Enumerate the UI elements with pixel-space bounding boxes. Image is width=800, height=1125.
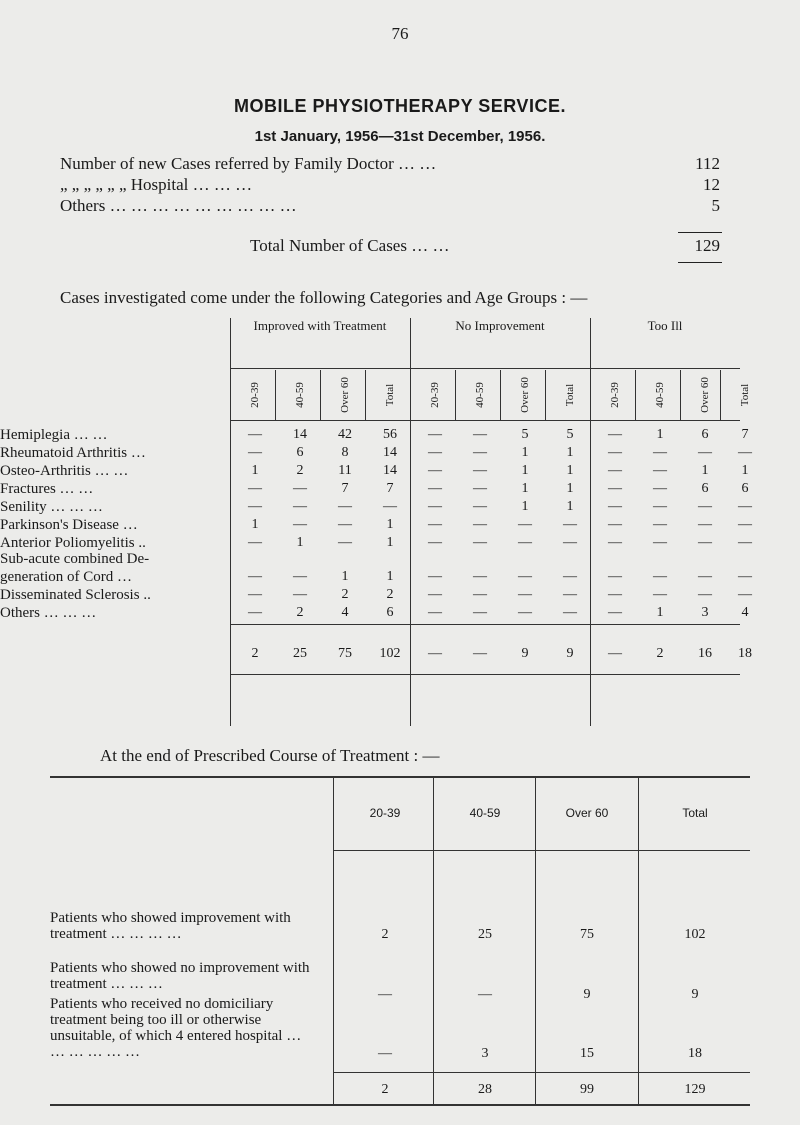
category-label: Disseminated Sclerosis .. <box>0 587 151 603</box>
end-of-course-intro: At the end of Prescribed Course of Treatment : — <box>100 746 440 765</box>
table-cell: 1 <box>296 535 304 550</box>
table-cell: — <box>473 517 487 532</box>
table-cell: 6 <box>741 481 749 496</box>
table-cell: — <box>698 587 712 602</box>
total-label: Total Number of Cases … … <box>250 236 450 255</box>
totals-rule <box>333 1072 750 1073</box>
referral-label: „ „ „ „ „ „ Hospital … … … <box>60 175 253 194</box>
subcol-divider <box>635 370 636 420</box>
table-cell: — <box>293 499 307 514</box>
age-column-header: Over 60 <box>339 377 351 413</box>
age-column-header: 40-59 <box>473 382 486 408</box>
table-cell: — <box>428 481 442 496</box>
outcome-row-label: Patients who received no domiciliary treatment being too ill or otherwise unsuitable, of which 4 entered hospital … … … … … … <box>50 996 302 1060</box>
table-cell: — <box>653 587 667 602</box>
table-cell: — <box>738 535 752 550</box>
header-rule <box>230 368 740 369</box>
table-cell: 1 <box>566 445 574 460</box>
table-cell: — <box>738 499 752 514</box>
table-cell: 42 <box>338 427 352 442</box>
table-row <box>0 481 749 497</box>
outcome-column-header: Total <box>682 806 708 820</box>
referral-value: 5 <box>711 196 720 215</box>
table-row <box>0 463 749 479</box>
outcome-cell: 102 <box>684 927 706 942</box>
table-cell: 1 <box>521 499 529 514</box>
table-cell: — <box>473 535 487 550</box>
table-cell: 5 <box>521 427 529 442</box>
table-cell: — <box>608 569 622 584</box>
table-row <box>0 499 752 515</box>
table-cell: — <box>653 569 667 584</box>
table-cell: — <box>293 587 307 602</box>
table-cell: 6 <box>701 481 709 496</box>
category-label: Fractures … … <box>0 481 94 497</box>
category-label: Sub-acute combined De- <box>0 551 150 567</box>
table-cell: — <box>473 587 487 602</box>
subcol-divider <box>275 370 276 420</box>
header-rule <box>230 420 740 421</box>
outcome-cell: 3 <box>481 1046 489 1061</box>
group-header-too-ill: Too Ill <box>647 318 683 333</box>
category-label: Osteo-Arthritis … … <box>0 463 129 479</box>
table-cell: — <box>608 587 622 602</box>
referral-value: 12 <box>703 175 720 194</box>
table-cell: — <box>738 569 752 584</box>
category-label: Others … … … <box>0 605 97 621</box>
table-cell: — <box>518 517 532 532</box>
outcome-cell: 2 <box>381 927 389 942</box>
table-cell: — <box>608 445 622 460</box>
table-cell: — <box>518 535 532 550</box>
table-cell: — <box>563 587 577 602</box>
table-cell: 1 <box>341 569 349 584</box>
table-cell: — <box>428 499 442 514</box>
table-row <box>0 587 752 603</box>
table-cell: 1 <box>251 463 259 478</box>
table-divider <box>333 776 334 1104</box>
subcol-divider <box>320 370 321 420</box>
table-cell: 4 <box>341 605 349 620</box>
group-header-improved: Improved with Treatment <box>253 318 387 333</box>
table-cell: — <box>338 517 352 532</box>
total-cell: 25 <box>293 646 307 661</box>
table-row <box>0 445 752 461</box>
page-subtitle: 1st January, 1956—31st December, 1956. <box>254 128 546 145</box>
table-row <box>0 535 752 551</box>
table-cell: — <box>473 445 487 460</box>
totals-rule <box>230 624 740 625</box>
table-cell: 14 <box>293 427 307 442</box>
table-cell: 1 <box>521 463 529 478</box>
table-cell: — <box>518 587 532 602</box>
outcome-row-label: Patients who showed improvement with treatment … … … … <box>50 910 291 942</box>
sum-rule <box>678 232 722 233</box>
age-column-header: 20-39 <box>428 382 441 408</box>
age-column-header: 40-59 <box>653 382 666 408</box>
table-cell: 2 <box>386 587 394 602</box>
table-cell: — <box>608 481 622 496</box>
total-cell: 75 <box>338 646 352 661</box>
table-cell: — <box>338 499 352 514</box>
table-cell: — <box>293 517 307 532</box>
outcome-column-header: 20-39 <box>369 806 401 820</box>
outcome-cell: 9 <box>691 987 699 1002</box>
table-cell: — <box>563 605 577 620</box>
outcome-column-header: 40-59 <box>469 806 501 820</box>
table-bottom-rule <box>50 1104 750 1106</box>
outcome-cell: 25 <box>478 927 492 942</box>
table-cell: — <box>653 445 667 460</box>
table-cell: 14 <box>383 463 397 478</box>
table-cell: 4 <box>741 605 749 620</box>
referrals-list <box>60 154 720 217</box>
table-cell: — <box>428 463 442 478</box>
subcol-divider <box>455 370 456 420</box>
table-cell: — <box>473 481 487 496</box>
table-cell: — <box>473 463 487 478</box>
group-header-no-improvement: No Improvement <box>455 318 545 333</box>
table-row <box>0 517 752 533</box>
category-label: Rheumatoid Arthritis … <box>0 445 146 461</box>
total-cell: 102 <box>379 646 401 661</box>
age-column-header: 20-39 <box>248 382 261 408</box>
table-cell: — <box>608 427 622 442</box>
table-cell: — <box>653 535 667 550</box>
table-cell: — <box>293 481 307 496</box>
table-cell: — <box>563 569 577 584</box>
age-column-header: Over 60 <box>519 377 531 413</box>
table-cell: 1 <box>386 569 394 584</box>
age-column-header: Total <box>563 383 576 407</box>
table-cell: — <box>698 517 712 532</box>
total-cell: 16 <box>698 646 712 661</box>
table-cell: — <box>653 517 667 532</box>
subcol-divider <box>365 370 366 420</box>
table-cell: — <box>248 427 262 442</box>
table-cell: — <box>563 517 577 532</box>
table-cell: 3 <box>701 605 709 620</box>
age-column-header: 40-59 <box>293 382 306 408</box>
outcome-cell: 15 <box>580 1046 594 1061</box>
table-cell: — <box>473 499 487 514</box>
table-cell: — <box>518 605 532 620</box>
table-cell: 1 <box>521 481 529 496</box>
table-cell: 6 <box>296 445 304 460</box>
age-column-header: Over 60 <box>699 377 711 413</box>
table-cell: — <box>608 535 622 550</box>
total-cell: 9 <box>566 646 574 661</box>
outcome-cell: 75 <box>580 927 594 942</box>
table-cell: 7 <box>386 481 394 496</box>
table-cell: 2 <box>341 587 349 602</box>
age-column-header: Total <box>383 383 396 407</box>
subcol-divider <box>680 370 681 420</box>
total-cell: 9 <box>521 646 529 661</box>
age-column-header: 20-39 <box>608 382 621 408</box>
table-cell: — <box>428 569 442 584</box>
table-cell: — <box>608 517 622 532</box>
table-cell: — <box>738 517 752 532</box>
table-cell: 1 <box>251 517 259 532</box>
table-cell: 7 <box>341 481 349 496</box>
table-cell: — <box>738 587 752 602</box>
table-row <box>0 427 749 443</box>
subcol-divider <box>500 370 501 420</box>
referral-label: Number of new Cases referred by Family Doctor … … <box>60 154 437 173</box>
total-cell: — <box>473 646 487 661</box>
table-cell: 1 <box>386 517 394 532</box>
table-cell: — <box>428 427 442 442</box>
table-cell: 2 <box>296 463 304 478</box>
table-cell: — <box>428 605 442 620</box>
table-cell: — <box>653 463 667 478</box>
table-cell: 1 <box>741 463 749 478</box>
table-cell: 6 <box>701 427 709 442</box>
table-cell: — <box>698 499 712 514</box>
totals-bottom-rule <box>230 674 740 675</box>
categories-intro: Cases investigated come under the following Categories and Age Groups : — <box>60 288 588 307</box>
table-divider <box>638 776 639 1104</box>
category-label: Parkinson's Disease … <box>0 517 138 533</box>
category-label: Anterior Poliomyelitis .. <box>0 535 146 551</box>
table-cell: — <box>698 535 712 550</box>
table-cell: 14 <box>383 445 397 460</box>
table-divider <box>535 776 536 1104</box>
table-cell: 5 <box>566 427 574 442</box>
table-top-rule <box>50 776 750 778</box>
table-cell: — <box>653 499 667 514</box>
table-cell: — <box>338 535 352 550</box>
table-row <box>0 605 749 621</box>
total-cell: — <box>428 646 442 661</box>
total-cell: 2 <box>251 646 259 661</box>
table-cell: 1 <box>566 463 574 478</box>
table-cell: 11 <box>338 463 352 478</box>
page-title: MOBILE PHYSIOTHERAPY SERVICE. <box>234 96 566 116</box>
outcome-cell: — <box>378 1046 392 1061</box>
table-cell: 1 <box>656 605 664 620</box>
table-cell: — <box>608 463 622 478</box>
page-number: 76 <box>391 24 409 43</box>
category-label: Hemiplegia … … <box>0 427 108 443</box>
referral-label: Others … … … … … … … … … <box>60 196 297 215</box>
table-cell: — <box>248 605 262 620</box>
table-cell: — <box>473 427 487 442</box>
table-cell: — <box>428 587 442 602</box>
table-cell: — <box>698 445 712 460</box>
referral-row <box>60 196 720 217</box>
table-cell: — <box>248 535 262 550</box>
subcol-divider <box>545 370 546 420</box>
outcome-column-header: Over 60 <box>565 806 609 820</box>
table-cell: — <box>428 535 442 550</box>
table-cell: — <box>608 605 622 620</box>
outcome-row-label: Patients who showed no improvement with treatment … … … <box>50 960 310 992</box>
outcome-total-cell: 2 <box>381 1082 389 1097</box>
table-cell: 1 <box>566 499 574 514</box>
table-cell: — <box>248 445 262 460</box>
outcome-total-cell: 28 <box>478 1082 492 1097</box>
table-cell: 1 <box>566 481 574 496</box>
outcome-total-cell: 99 <box>580 1082 594 1097</box>
table-cell: — <box>428 445 442 460</box>
table-cell: 6 <box>386 605 394 620</box>
age-column-header: Total <box>738 383 751 407</box>
total-cell: — <box>608 646 622 661</box>
table-cell: — <box>293 569 307 584</box>
table-cell: — <box>608 499 622 514</box>
table-cell: — <box>518 569 532 584</box>
outcome-total-cell: 129 <box>684 1082 706 1097</box>
outcome-cell: 9 <box>583 987 591 1002</box>
table-cell: — <box>248 569 262 584</box>
table-cell: 1 <box>521 445 529 460</box>
table-cell: — <box>563 535 577 550</box>
total-value: 129 <box>694 236 720 255</box>
table-cell: 1 <box>701 463 709 478</box>
table-cell: 1 <box>656 427 664 442</box>
table-cell: 7 <box>741 427 749 442</box>
table-cell: 8 <box>341 445 349 460</box>
table-cell: — <box>248 587 262 602</box>
referral-row <box>60 154 720 175</box>
outcome-cell: 18 <box>688 1046 702 1061</box>
referral-value: 112 <box>695 154 720 173</box>
outcome-cell: — <box>378 987 392 1002</box>
table-cell: — <box>698 569 712 584</box>
outcome-cell: — <box>478 987 492 1002</box>
table-cell: 56 <box>383 427 397 442</box>
table-cell: 1 <box>386 535 394 550</box>
header-rule <box>333 850 750 851</box>
table-cell: — <box>248 481 262 496</box>
total-rule <box>678 262 722 263</box>
table-cell: — <box>383 499 397 514</box>
table-cell: — <box>473 605 487 620</box>
table-row <box>0 551 740 567</box>
table-cell: — <box>248 499 262 514</box>
table-cell: — <box>653 481 667 496</box>
table-cell: — <box>738 445 752 460</box>
table-cell: 2 <box>296 605 304 620</box>
total-cell: 2 <box>656 646 664 661</box>
table-cell: — <box>473 569 487 584</box>
subcol-divider <box>720 370 721 420</box>
total-cell: 18 <box>738 646 752 661</box>
category-label: Senility … … … <box>0 499 103 515</box>
category-label: generation of Cord … <box>0 569 133 585</box>
referral-row <box>60 175 720 196</box>
table-cell: — <box>428 517 442 532</box>
table-row <box>0 569 752 585</box>
